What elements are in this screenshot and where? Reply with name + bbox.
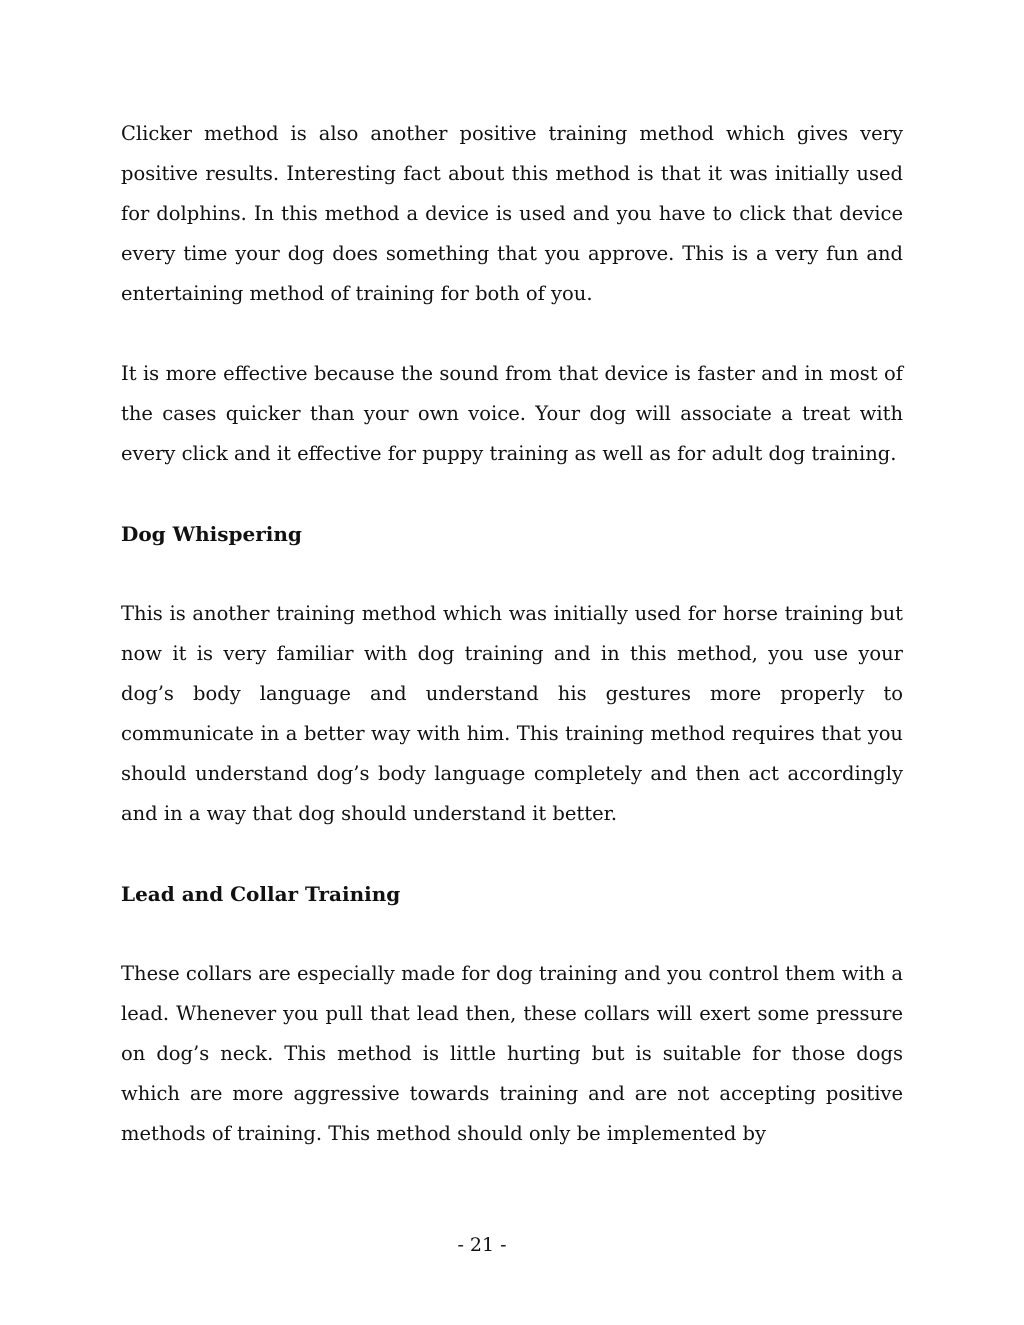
page-body: [121, 114, 903, 1194]
paragraph-lead-collar-training: These collars are especially made for dog training and you control them with a lead. Whenever you pull that lead then, these collars will exert some pressure on dog’s neck. This method is little hurting but is suitable for those dogs which are more aggressive towards training and are not accepting positive methods of training. This method should only be implemented by: [121, 962, 903, 1145]
page-number: - 21 -: [457, 1234, 507, 1256]
heading-dog-whispering: Dog Whispering: [121, 522, 302, 546]
heading-lead-collar-training: Lead and Collar Training: [121, 882, 401, 906]
paragraph-dog-whispering: This is another training method which was initially used for horse training but now it is very familiar with dog training and in this method, you use your dog’s body language and understand his gestures more properly to communicate in a better way with him. This training method requires that you should understand dog’s body language completely and then act accordingly and in a way that dog should understand it better.: [121, 602, 903, 825]
paragraph-clicker-effectiveness: It is more effective because the sound from that device is faster and in most of the cases quicker than your own voice. Your dog will associate a treat with every click and it effective for puppy training as well as for adult dog training.: [121, 362, 903, 465]
paragraph-clicker-method: Clicker method is also another positive training method which gives very positive results. Interesting fact about this method is that it was initially used for dolphins. In this method a device is used and you have to click that device every time your dog does something that you approve. This is a very fun and entertaining method of training for both of you.: [121, 122, 903, 305]
